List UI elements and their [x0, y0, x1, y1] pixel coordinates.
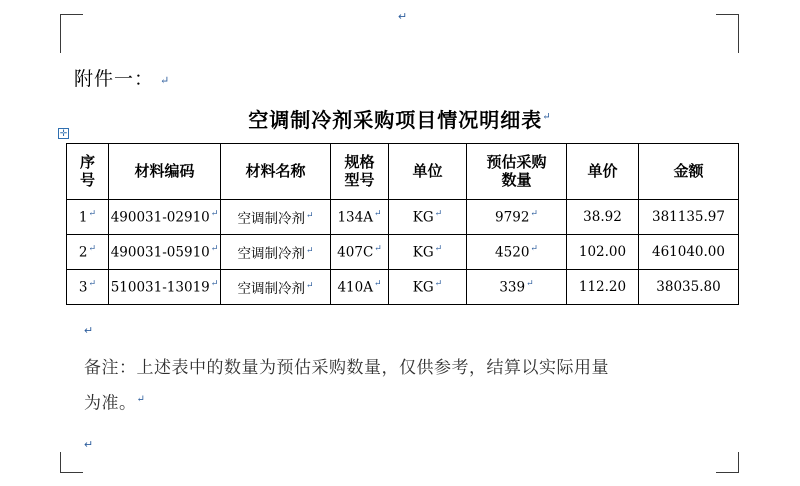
cell-unit: KG↵ — [389, 235, 467, 270]
column-header-material-code: 材料编码 — [109, 144, 221, 200]
cell-mark-icon: ↵ — [210, 208, 219, 219]
cell-unit-price: 112.20 — [567, 270, 639, 305]
column-header-seq: 序 号 — [67, 144, 109, 200]
note-line-2: 为准。 — [84, 393, 137, 414]
cell-amount: 461040.00 — [639, 235, 739, 270]
paragraph-mark-icon: ↵ — [542, 111, 552, 123]
column-header-amount: 金额 — [639, 144, 739, 200]
paragraph-mark-icon: ↵ — [84, 439, 94, 451]
cell-mark-icon: ↵ — [434, 278, 443, 289]
cell-model: 134A↵ — [331, 200, 389, 235]
table-move-handle[interactable]: ✛ — [59, 128, 68, 138]
cell-unit: KG↵ — [389, 270, 467, 305]
cell-mark-icon: ↵ — [305, 280, 314, 291]
cell-mark-icon: ↵ — [210, 243, 219, 254]
paragraph-mark-icon: ↵ — [84, 325, 94, 337]
column-header-unit-price: 单价 — [567, 144, 639, 200]
paragraph-mark-icon: ↵ — [398, 11, 408, 23]
page-corner-mark-bottom-right — [716, 452, 739, 473]
note-line-1: 备注：上述表中的数量为预估采购数量，仅供参考，结算以实际用量 — [84, 358, 609, 378]
paragraph-mark-icon: ↵ — [136, 394, 146, 405]
cell-seq: 2↵ — [67, 235, 109, 270]
cell-model: 410A↵ — [331, 270, 389, 305]
cell-mark-icon: ↵ — [88, 208, 97, 219]
paragraph-mark-icon: ↵ — [160, 73, 171, 87]
cell-mark-icon: ↵ — [373, 278, 382, 289]
cell-seq: 3↵ — [67, 270, 109, 305]
cell-mark-icon: ↵ — [526, 278, 534, 289]
cell-material-code: 490031-05910↵ — [109, 235, 221, 270]
cell-mark-icon: ↵ — [305, 210, 314, 221]
attachment-label-text: 附件一： — [74, 68, 155, 90]
cell-amount: 38035.80 — [639, 270, 739, 305]
note-paragraph — [84, 352, 734, 420]
cell-mark-icon: ↵ — [210, 278, 219, 289]
cell-material-name: 空调制冷剂↵ — [221, 270, 331, 305]
cell-mark-icon: ↵ — [434, 243, 443, 254]
page-title — [0, 104, 800, 133]
column-header-estimated-qty: 预估采购 数量 — [467, 144, 567, 200]
cell-model: 407C↵ — [331, 235, 389, 270]
cell-material-name: 空调制冷剂↵ — [221, 235, 331, 270]
cell-mark-icon: ↵ — [88, 243, 97, 254]
cell-estimated-qty: 339↵ — [467, 270, 567, 305]
column-header-unit: 单位 — [389, 144, 467, 200]
purchase-detail-table — [66, 143, 739, 305]
table-header-row — [67, 144, 739, 200]
cell-material-name: 空调制冷剂↵ — [221, 200, 331, 235]
cell-mark-icon: ↵ — [88, 278, 97, 289]
cell-seq: 1↵ — [67, 200, 109, 235]
cell-mark-icon: ↵ — [374, 243, 382, 254]
cell-estimated-qty: 4520↵ — [467, 235, 567, 270]
page-title-text: 空调制冷剂采购项目情况明细表 — [248, 108, 543, 132]
cell-unit-price: 102.00 — [567, 235, 639, 270]
cell-material-code: 510031-13019↵ — [109, 270, 221, 305]
cell-estimated-qty: 9792↵ — [467, 200, 567, 235]
table-row — [67, 200, 739, 235]
cell-material-code: 490031-02910↵ — [109, 200, 221, 235]
page-corner-mark-top-left — [60, 14, 83, 53]
page-corner-mark-bottom-left — [60, 452, 83, 473]
attachment-label — [74, 64, 170, 91]
column-header-material-name: 材料名称 — [221, 144, 331, 200]
cell-amount: 381135.97 — [639, 200, 739, 235]
column-header-model: 规格 型号 — [331, 144, 389, 200]
cell-mark-icon: ↵ — [373, 208, 382, 219]
cell-mark-icon: ↵ — [530, 243, 538, 254]
cell-mark-icon: ↵ — [530, 208, 538, 219]
page-corner-mark-top-right — [716, 14, 739, 53]
table-row — [67, 235, 739, 270]
cell-unit-price: 38.92 — [567, 200, 639, 235]
cell-mark-icon: ↵ — [434, 208, 443, 219]
cell-unit: KG↵ — [389, 200, 467, 235]
cell-mark-icon: ↵ — [305, 245, 314, 256]
table-row — [67, 270, 739, 305]
